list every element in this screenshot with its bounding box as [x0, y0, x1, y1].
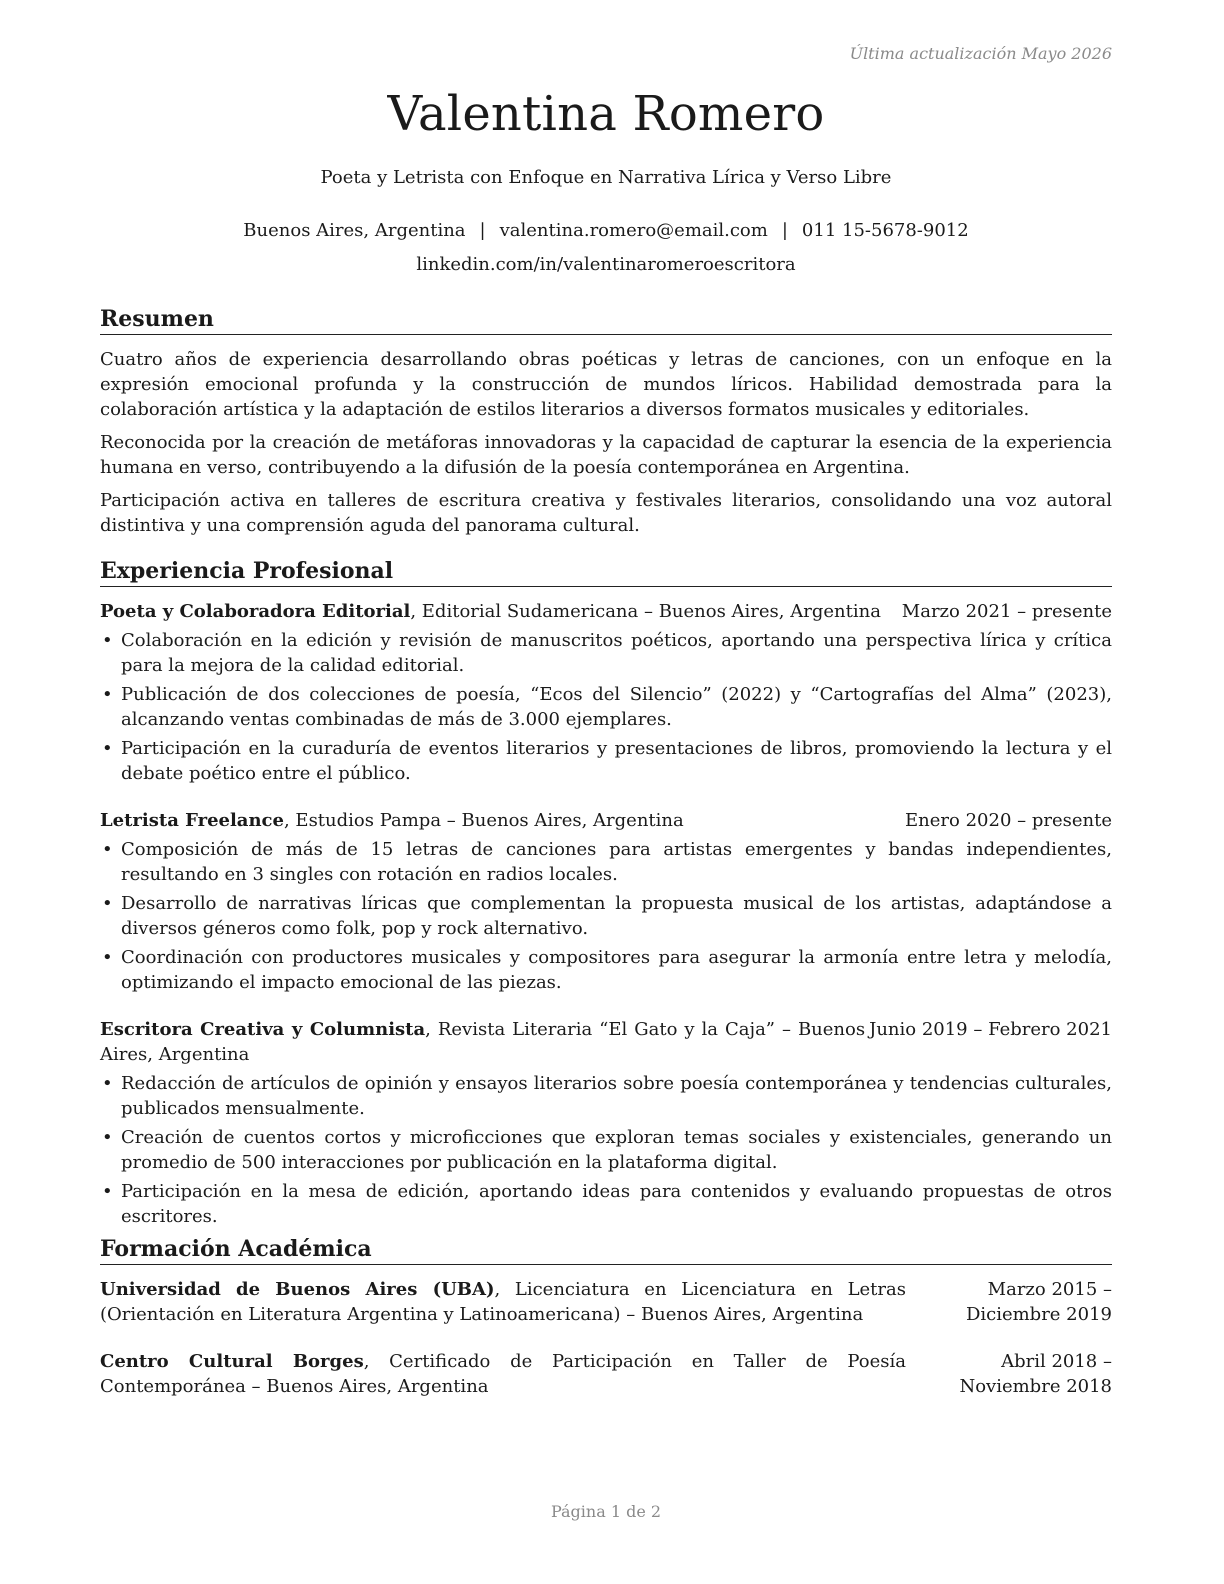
section-title: Resumen: [100, 306, 1112, 335]
job-header: [100, 1017, 1112, 1067]
education-dates: Abril 2018 – Noviembre 2018: [959, 1351, 1112, 1397]
education-header: [100, 1277, 1112, 1327]
job-bullets: [100, 1071, 1112, 1229]
separator: |: [479, 220, 486, 241]
education-entry: [100, 1277, 1112, 1327]
contact-line: [100, 220, 1112, 241]
bullet-icon: •: [102, 738, 113, 759]
bullet-icon: •: [102, 839, 113, 860]
linkedin-link[interactable]: linkedin.com/in/valentinaromeroescritora: [416, 254, 796, 275]
degree-details: , Certificado de Participación en Taller de Poesía Contemporánea – Buenos Aires, Argentina: [100, 1351, 906, 1397]
list-item: • Redacción de artículos de opinión y ensayos literarios sobre poesía contemporánea y tendencias culturales, publicados mensualmente.: [102, 1073, 1112, 1119]
page-number: Página 1 de 2: [550, 1502, 662, 1521]
summary-paragraph: Reconocida por la creación de metáforas innovadoras y la capacidad de capturar la esencia de la experiencia humana en verso, contribuyendo a la difusión de la poesía contemporánea en Argentina.: [100, 432, 1112, 478]
job-role: Poeta y Colaboradora Editorial: [100, 601, 411, 622]
bullet-icon: •: [102, 893, 113, 914]
professional-title: Poeta y Letrista con Enfoque en Narrativa Lírica y Verso Libre: [320, 167, 892, 188]
list-item: • Composición de más de 15 letras de canciones para artistas emergentes y bandas independientes, resultando en 3 singles con rotación en radios locales.: [102, 839, 1112, 885]
job-header: [100, 599, 1112, 624]
education-header: [100, 1349, 1112, 1399]
list-item: • Participación en la mesa de edición, aportando ideas para contenidos y evaluando propuestas de otros escritores.: [102, 1181, 1112, 1227]
summary-paragraph: Participación activa en talleres de escritura creativa y festivales literarios, consolidando una voz autoral distintiva y una comprensión aguda del panorama cultural.: [100, 490, 1112, 536]
education-entry: [100, 1349, 1112, 1399]
job-role: Letrista Freelance: [100, 810, 284, 831]
section-title: Experiencia Profesional: [100, 558, 1112, 587]
degree-details: , Licenciatura en Licenciatura en Letras (Orientación en Literatura Argentina y Latinoamericana) – Buenos Aires, Argentina: [100, 1279, 906, 1325]
job-details: , Revista Literaria “El Gato y la Caja” – Buenos Aires, Argentina: [100, 1019, 866, 1065]
section-title: Formación Académica: [100, 1236, 1112, 1265]
bullet-icon: •: [102, 684, 113, 705]
job-header: [100, 808, 1112, 833]
list-item: • Coordinación con productores musicales y compositores para asegurar la armonía entre letra y melodía, optimizando el impacto emocional de las piezas.: [102, 947, 1112, 993]
email-link[interactable]: valentina.romero@email.com: [499, 220, 768, 241]
job-dates: Junio 2019 – Febrero 2021: [869, 1019, 1112, 1040]
job-details: , Estudios Pampa – Buenos Aires, Argentina: [283, 810, 684, 831]
institution-name: Universidad de Buenos Aires (UBA): [100, 1279, 495, 1300]
summary-section: [100, 306, 1112, 546]
list-item: • Colaboración en la edición y revisión de manuscritos poéticos, aportando una perspectiva lírica y crítica para la mejora de la calidad editorial.: [102, 630, 1112, 676]
job-entry: [100, 599, 1112, 786]
resume-page: [100, 0, 1112, 1584]
location: Buenos Aires, Argentina: [243, 220, 466, 241]
list-item: • Publicación de dos colecciones de poesía, “Ecos del Silencio” (2022) y “Cartografías del Alma” (2023), alcanzando ventas combinadas de más de 3.000 ejemplares.: [102, 684, 1112, 730]
person-name: Valentina Romero: [387, 86, 825, 142]
list-item: • Participación en la curaduría de eventos literarios y presentaciones de libros, promoviendo la lectura y el debate poético entre el público.: [102, 738, 1112, 784]
experience-section: [100, 558, 1112, 1251]
phone: 011 15-5678-9012: [801, 220, 969, 241]
job-bullets: [100, 628, 1112, 786]
bullet-icon: •: [102, 1127, 113, 1148]
education-dates: Marzo 2015 – Diciembre 2019: [965, 1279, 1112, 1325]
separator: |: [781, 220, 788, 241]
bullet-icon: •: [102, 1181, 113, 1202]
list-item: • Creación de cuentos cortos y microficciones que exploran temas sociales y existenciales, generando un promedio de 500 interacciones por publicación en la plataforma digital.: [102, 1127, 1112, 1173]
job-dates: Marzo 2021 – presente: [901, 601, 1112, 622]
summary-paragraph: Cuatro años de experiencia desarrollando obras poéticas y letras de canciones, con un enfoque en la expresión emocional profunda y la construcción de mundos líricos. Habilidad demostrada para la colaboración artística y la adaptación de estilos literarios a diversos formatos musicales y editoriales.: [100, 349, 1112, 420]
job-details: , Editorial Sudamericana – Buenos Aires, Argentina: [410, 601, 881, 622]
job-entry: [100, 1017, 1112, 1229]
bullet-icon: •: [102, 1073, 113, 1094]
list-item: • Desarrollo de narrativas líricas que complementan la propuesta musical de los artistas, adaptándose a diversos géneros como folk, pop y rock alternativo.: [102, 893, 1112, 939]
education-section: [100, 1236, 1112, 1421]
job-bullets: [100, 837, 1112, 995]
job-dates: Enero 2020 – presente: [905, 810, 1112, 831]
job-entry: [100, 808, 1112, 995]
bullet-icon: •: [102, 947, 113, 968]
bullet-icon: •: [102, 630, 113, 651]
last-updated: Última actualización Mayo 2026: [849, 44, 1112, 63]
job-role: Escritora Creativa y Columnista: [100, 1019, 426, 1040]
institution-name: Centro Cultural Borges: [100, 1351, 364, 1372]
